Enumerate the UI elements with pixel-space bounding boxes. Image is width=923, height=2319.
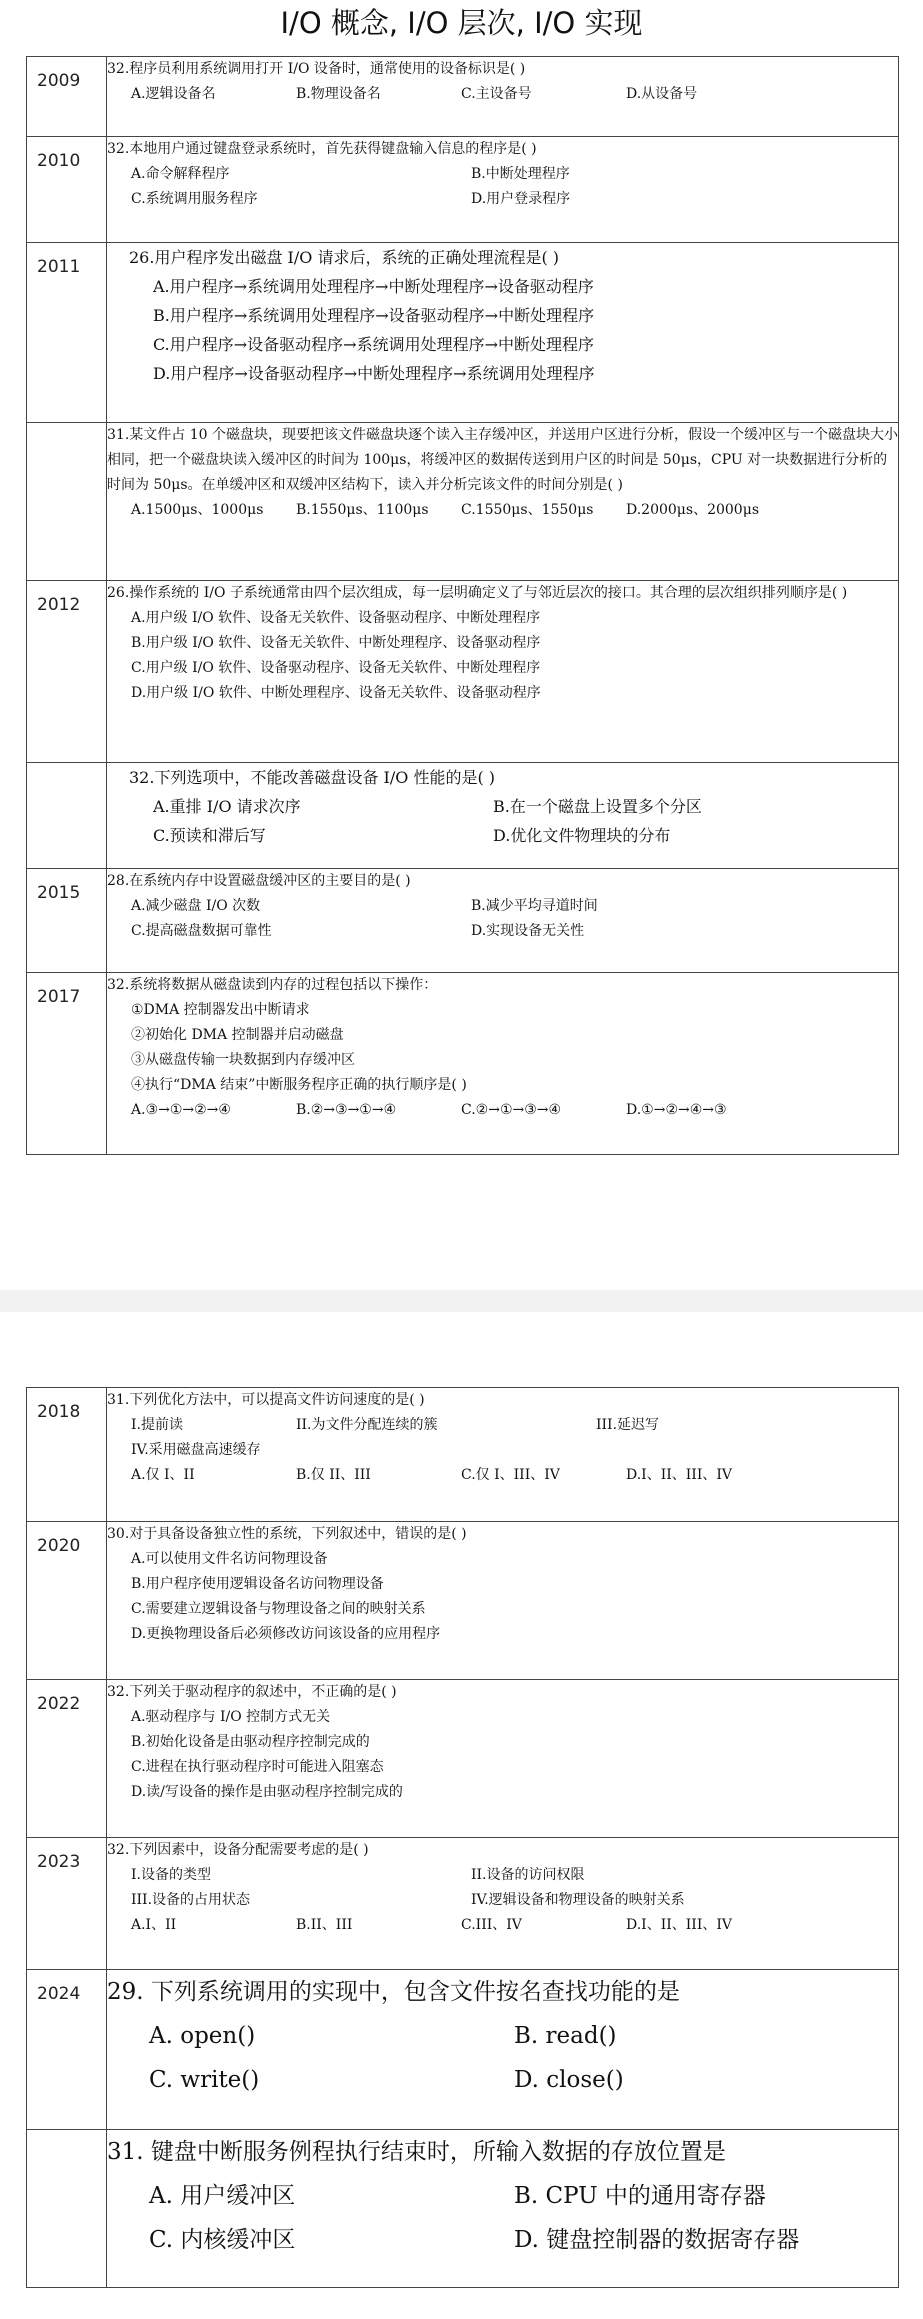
year-cell: 2012	[27, 581, 107, 763]
option-b: B.减少平均寻道时间	[471, 898, 598, 914]
question-stem: 31.下列优化方法中，可以提高文件访问速度的是( )	[107, 1392, 425, 1408]
table-row	[27, 1680, 899, 1838]
question-stem: 31.某文件占 10 个磁盘块，现要把该文件磁盘块逐个读入主存缓冲区，并送用户区进行分析，假设一个缓冲区与一个磁盘块大小相同，把一个磁盘块读入缓冲区的时间为 100μs，将缓冲区的数据传送到用户区的时间是 50μs，CPU 对一块数据进行分析的时间为 50μs。在单缓冲区和双缓冲区结构下，读入并分析完该文件的时间分别是( )	[107, 427, 898, 493]
options-block	[129, 792, 898, 850]
option-b: B.用户程序→系统调用处理程序→设备驱动程序→中断处理程序	[153, 306, 595, 325]
question-stem: 32.下列关于驱动程序的叙述中，不正确的是( )	[107, 1684, 397, 1700]
option-a: A.用户级 I/O 软件、设备无关软件、设备驱动程序、中断处理程序	[131, 610, 541, 626]
option-b: B.仅 II、III	[296, 1467, 371, 1483]
option-a: A.I、II	[131, 1917, 177, 1933]
option-a: A.逻辑设备名	[131, 86, 216, 102]
sub-item: I.设备的类型	[131, 1867, 211, 1883]
option-a: A.可以使用文件名访问物理设备	[131, 1551, 328, 1567]
question-cell	[107, 973, 899, 1155]
table-row	[27, 1522, 899, 1680]
page-title: I/O 概念, I/O 层次, I/O 实现	[280, 6, 643, 40]
sub-item: III.设备的占用状态	[131, 1892, 251, 1908]
options-row	[107, 1098, 898, 1123]
options-row	[107, 1913, 898, 1938]
table-row	[27, 2130, 899, 2288]
option-b: B.②→③→①→④	[296, 1102, 397, 1118]
question-cell	[107, 423, 899, 581]
question-cell	[107, 1838, 899, 1970]
exam-table-2	[26, 1387, 899, 2288]
sub-item: II.设备的访问权限	[471, 1867, 585, 1883]
page-separator	[0, 1290, 923, 1312]
option-b: B.初始化设备是由驱动程序控制完成的	[131, 1734, 370, 1750]
sub-items	[107, 1863, 898, 1913]
option-d: D.读/写设备的操作是由驱动程序控制完成的	[131, 1784, 403, 1800]
question-cell	[107, 869, 899, 973]
table-row	[27, 1970, 899, 2130]
options-block	[129, 272, 898, 388]
option-d: D.用户级 I/O 软件、中断处理程序、设备无关软件、设备驱动程序	[131, 685, 541, 701]
options-block	[107, 894, 898, 944]
option-d: D. close()	[514, 2067, 624, 2093]
question-stem: 32.程序员利用系统调用打开 I/O 设备时，通常使用的设备标识是( )	[107, 61, 526, 77]
year-cell: 2023	[27, 1838, 107, 1970]
option-b: B.中断处理程序	[471, 166, 570, 182]
option-d: D. 键盘控制器的数据寄存器	[514, 2227, 800, 2253]
options-row	[107, 1463, 898, 1488]
option-d: D.I、II、III、IV	[626, 1467, 732, 1483]
question-stem: 32.下列选项中，不能改善磁盘设备 I/O 性能的是( )	[129, 768, 496, 787]
question-stem: 31. 键盘中断服务例程执行结束时，所输入数据的存放位置是	[107, 2139, 726, 2165]
question-cell	[107, 243, 899, 423]
sub-item: ④执行“DMA 结束”中断服务程序正确的执行顺序是( )	[131, 1077, 467, 1093]
option-b: B.物理设备名	[296, 86, 381, 102]
table-row	[27, 581, 899, 763]
option-d: D.优化文件物理块的分布	[493, 826, 671, 845]
options-block	[107, 1705, 898, 1805]
option-a: A.减少磁盘 I/O 次数	[131, 898, 261, 914]
sub-item: II.为文件分配连续的簇	[296, 1417, 438, 1433]
options-block	[107, 162, 898, 212]
sub-item: ①DMA 控制器发出中断请求	[131, 1002, 310, 1018]
option-a: A.用户程序→系统调用处理程序→中断处理程序→设备驱动程序	[153, 277, 594, 296]
sub-item: I.提前读	[131, 1417, 183, 1433]
table-row	[27, 1388, 899, 1522]
option-c: C.用户级 I/O 软件、设备驱动程序、设备无关软件、中断处理程序	[131, 660, 541, 676]
option-c: C.III、IV	[461, 1917, 522, 1933]
year-cell	[27, 2130, 107, 2288]
option-a: A.驱动程序与 I/O 控制方式无关	[131, 1709, 331, 1725]
sub-item: III.延迟写	[596, 1417, 660, 1433]
option-d: D.①→②→④→③	[626, 1102, 727, 1118]
year-cell: 2022	[27, 1680, 107, 1838]
option-c: C.提高磁盘数据可靠性	[131, 923, 272, 939]
option-c: C.需要建立逻辑设备与物理设备之间的映射关系	[131, 1601, 426, 1617]
option-d: D.2000μs、2000μs	[626, 502, 759, 518]
year-cell: 2010	[27, 137, 107, 243]
option-a: A. 用户缓冲区	[149, 2183, 296, 2209]
table-row	[27, 763, 899, 869]
option-c: C.进程在执行驱动程序时可能进入阻塞态	[131, 1759, 384, 1775]
option-a: A.③→①→②→④	[131, 1102, 231, 1118]
sub-item: IV.采用磁盘高速缓存	[131, 1442, 261, 1458]
options-block	[107, 606, 898, 706]
table-row	[27, 1838, 899, 1970]
table-row	[27, 973, 899, 1155]
sub-item: IV.逻辑设备和物理设备的映射关系	[471, 1892, 685, 1908]
year-cell: 2018	[27, 1388, 107, 1522]
question-cell	[107, 57, 899, 137]
option-d: D.用户登录程序	[471, 191, 571, 207]
sub-item: ③从磁盘传输一块数据到内存缓冲区	[131, 1052, 355, 1068]
question-stem: 28.在系统内存中设置磁盘缓冲区的主要目的是( )	[107, 873, 411, 889]
question-cell	[107, 1388, 899, 1522]
sub-items	[107, 1413, 898, 1463]
question-cell	[107, 1970, 899, 2130]
option-c: C. write()	[149, 2067, 260, 2093]
question-cell	[107, 137, 899, 243]
option-c: C. 内核缓冲区	[149, 2227, 296, 2253]
question-cell	[107, 1522, 899, 1680]
option-b: B.在一个磁盘上设置多个分区	[493, 797, 702, 816]
option-d: D.I、II、III、IV	[626, 1917, 732, 1933]
question-stem: 30.对于具备设备独立性的系统，下列叙述中，错误的是( )	[107, 1526, 467, 1542]
options-block	[107, 2014, 898, 2102]
option-b: B.用户级 I/O 软件、设备无关软件、中断处理程序、设备驱动程序	[131, 635, 541, 651]
question-stem: 32.本地用户通过键盘登录系统时，首先获得键盘输入信息的程序是( )	[107, 141, 537, 157]
option-c: C.②→①→③→④	[461, 1102, 562, 1118]
table-row	[27, 243, 899, 423]
options-block	[107, 2174, 898, 2262]
option-c: C.主设备号	[461, 86, 532, 102]
question-cell	[107, 763, 899, 869]
sub-item: ②初始化 DMA 控制器并启动磁盘	[131, 1027, 344, 1043]
option-b: B.1550μs、1100μs	[296, 502, 429, 518]
question-stem: 32.下列因素中，设备分配需要考虑的是( )	[107, 1842, 369, 1858]
question-stem: 26.操作系统的 I/O 子系统通常由四个层次组成，每一层明确定义了与邻近层次的接口。其合理的层次组织排列顺序是( )	[107, 585, 848, 601]
exam-table-1	[26, 56, 899, 1155]
option-d: D.更换物理设备后必须修改访问该设备的应用程序	[131, 1626, 441, 1642]
option-b: B.II、III	[296, 1917, 353, 1933]
year-cell: 2017	[27, 973, 107, 1155]
options-row	[107, 498, 898, 523]
question-stem: 29. 下列系统调用的实现中，包含文件按名查找功能的是	[107, 1979, 680, 2005]
option-a: A.1500μs、1000μs	[131, 502, 264, 518]
year-cell	[27, 763, 107, 869]
option-c: C.预读和滞后写	[153, 826, 266, 845]
year-cell	[27, 423, 107, 581]
year-cell: 2011	[27, 243, 107, 423]
options-row	[107, 82, 898, 107]
year-cell: 2020	[27, 1522, 107, 1680]
table-row	[27, 57, 899, 137]
option-d: D.实现设备无关性	[471, 923, 585, 939]
option-b: B. read()	[514, 2023, 617, 2049]
year-cell: 2024	[27, 1970, 107, 2130]
option-c: C.仅 I、III、IV	[461, 1467, 560, 1483]
question-cell	[107, 2130, 899, 2288]
option-a: A.重排 I/O 请求次序	[153, 797, 301, 816]
option-a: A. open()	[149, 2023, 256, 2049]
year-cell: 2009	[27, 57, 107, 137]
option-d: D.从设备号	[626, 86, 698, 102]
options-block	[107, 1547, 898, 1647]
question-cell	[107, 581, 899, 763]
table-row	[27, 869, 899, 973]
option-b: B.用户程序使用逻辑设备名访问物理设备	[131, 1576, 384, 1592]
table-row	[27, 137, 899, 243]
option-c: C.系统调用服务程序	[131, 191, 258, 207]
question-stem: 26.用户程序发出磁盘 I/O 请求后，系统的正确处理流程是( )	[129, 248, 560, 267]
option-d: D.用户程序→设备驱动程序→中断处理程序→系统调用处理程序	[153, 364, 595, 383]
option-a: A.命令解释程序	[131, 166, 230, 182]
year-cell: 2015	[27, 869, 107, 973]
option-b: B. CPU 中的通用寄存器	[514, 2183, 766, 2209]
option-a: A.仅 I、II	[131, 1467, 195, 1483]
table-row	[27, 423, 899, 581]
question-stem: 32.系统将数据从磁盘读到内存的过程包括以下操作：	[107, 977, 438, 993]
question-cell	[107, 1680, 899, 1838]
option-c: C.1550μs、1550μs	[461, 502, 594, 518]
option-c: C.用户程序→设备驱动程序→系统调用处理程序→中断处理程序	[153, 335, 594, 354]
